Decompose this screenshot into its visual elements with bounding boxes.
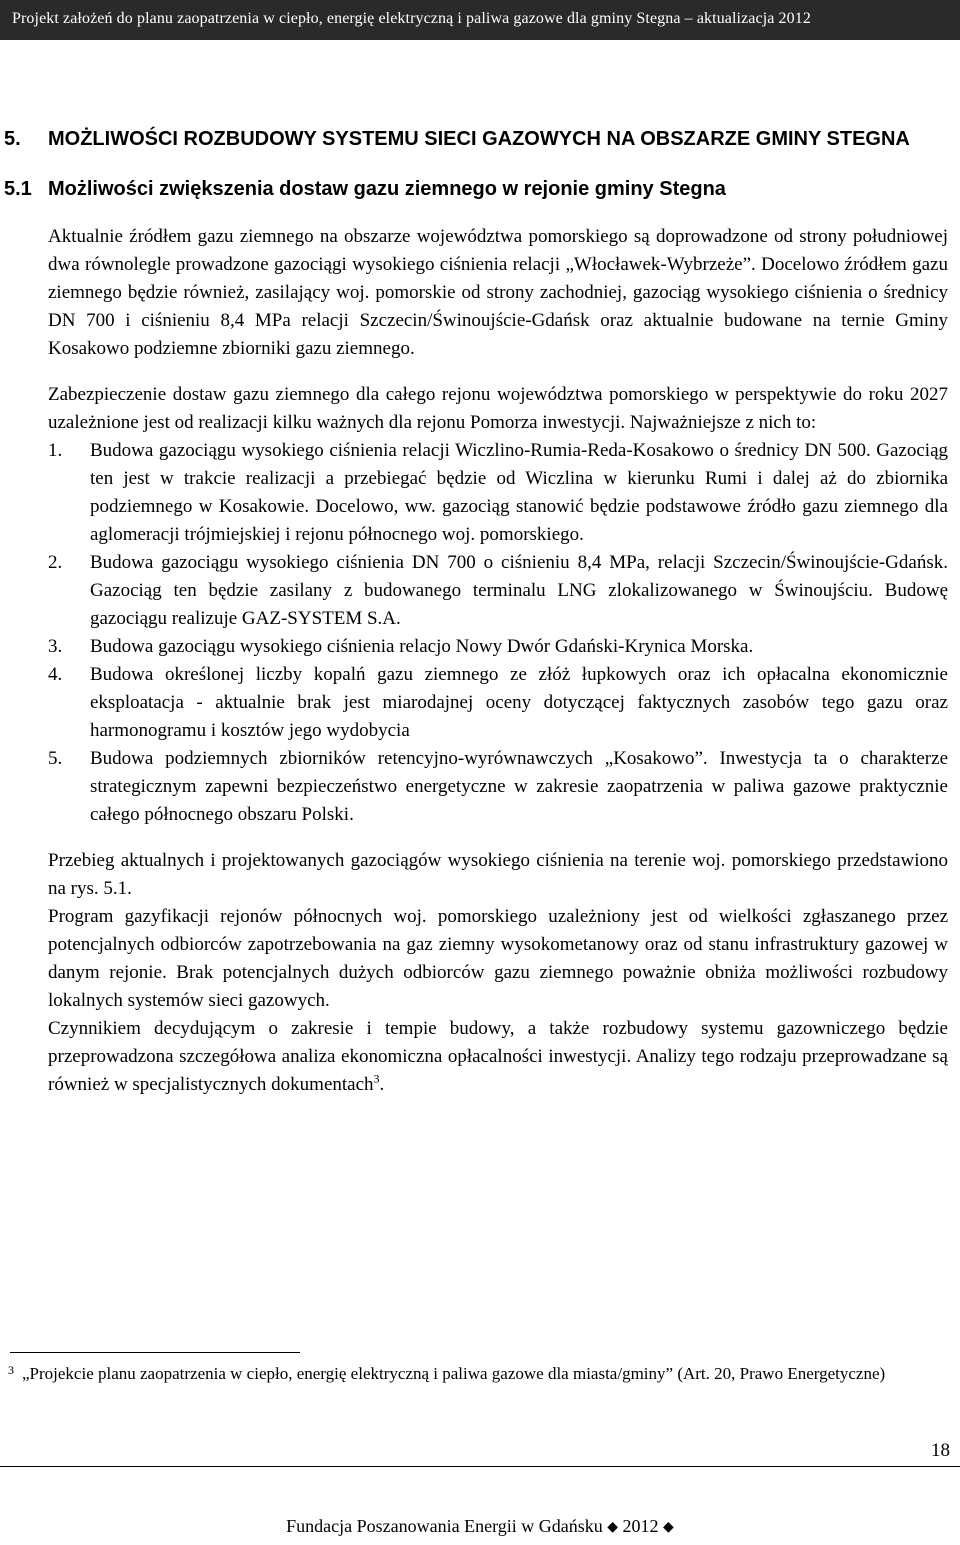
list-item-text: Budowa określonej liczby kopalń gazu ziemnego ze złóż łupkowych oraz ich opłacalna ekonomicznie eksploatacja - aktualnie brak jest miarodajnej oceny dotyczącej faktycznych zasobów tego gazu oraz harmonogramu i kosztów jego wydobycia xyxy=(90,664,948,741)
section-heading xyxy=(4,125,948,153)
running-header-text: Projekt założeń do planu zaopatrzenia w ciepło, energię elektryczną i paliwa gazowe dla gminy Stegna – aktualizacja 2012 xyxy=(12,10,811,27)
paragraph-factor-end: . xyxy=(379,1074,385,1095)
footnote-divider xyxy=(10,1352,300,1353)
paragraph-factor-text: Czynnikiem decydującym o zakresie i tempie budowy, a także rozbudowy systemu gazowniczego będzie przeprowadzona szczegółowa analiza ekonomiczna opłacalności inwestycji. Analizy tego rodzaju przeprowadzane są również w specjalistycznych dokumentach xyxy=(48,1018,948,1095)
list-item-number: 2. xyxy=(48,552,63,573)
footnote xyxy=(4,1362,924,1386)
footer-divider xyxy=(0,1466,960,1467)
section-title: MOŻLIWOŚCI ROZBUDOWY SYSTEMU SIECI GAZOWYCH NA OBSZARZE GMINY STEGNA xyxy=(48,128,910,150)
list-item xyxy=(48,437,948,549)
investment-list xyxy=(48,437,948,829)
footnote-reference[interactable]: 3 xyxy=(373,1071,380,1086)
list-item-number: 3. xyxy=(48,636,63,657)
running-header xyxy=(0,0,960,40)
diamond-icon: ◆ xyxy=(607,1520,619,1535)
subsection-number: 5.1 xyxy=(4,178,32,200)
list-item xyxy=(48,549,948,633)
page-content xyxy=(4,125,948,1099)
subsection-heading xyxy=(4,175,948,203)
diamond-icon: ◆ xyxy=(663,1520,674,1535)
footnote-number: 3 xyxy=(8,1363,14,1377)
list-item xyxy=(48,661,948,745)
list-item-text: Budowa podziemnych zbiorników retencyjno-wyrównawczych „Kosakowo”. Inwestycja ta o charakterze strategicznym zapewni bezpieczeństwo energetyczne w zakresie zaopatrzenia w paliwa gazowe praktycznie całego północnego obszaru Polski. xyxy=(90,748,948,825)
list-item-number: 5. xyxy=(48,748,63,769)
footnote-text: „Projekcie planu zaopatrzenia w ciepło, energię elektryczną i paliwa gazowe dla miasta/gminy” (Art. 20, Prawo Energetyczne) xyxy=(22,1364,886,1383)
list-item xyxy=(48,745,948,829)
paragraph-gas-sources: Aktualnie źródłem gazu ziemnego na obszarze województwa pomorskiego są doprowadzone od strony południowej dwa równolegle prowadzone gazociągi wysokiego ciśnienia relacji „Włocławek-Wybrzeże”. Docelowo źródłem gazu ziemnego będzie również, zasilający woj. pomorskie od strony zachodniej, gazociąg wysokiego ciśnienia o średnicy DN 700 i ciśnieniu 8,4 MPa relacji Szczecin/Świnoujście-Gdańsk oraz aktualnie budowane na ternie Gminy Kosakowo podziemne zbiorniki gazu ziemnego. xyxy=(48,226,948,359)
page-footer xyxy=(0,1516,960,1537)
footer-year: 2012 xyxy=(622,1516,659,1536)
subsection-title: Możliwości zwiększenia dostaw gazu ziemnego w rejonie gminy Stegna xyxy=(48,178,726,200)
list-item xyxy=(48,633,948,661)
list-item-text: Budowa gazociągu wysokiego ciśnienia DN 700 o ciśnieniu 8,4 MPa, relacji Szczecin/Świnoujście-Gdańsk. Gazociąg ten będzie zasilany z budowanego terminalu LNG zlokalizowanego w Świnoujściu. Budowę gazociągu realizuje GAZ-SYSTEM S.A. xyxy=(90,552,948,629)
paragraph-security: Zabezpieczenie dostaw gazu ziemnego dla całego rejonu województwa pomorskiego w perspektywie do roku 2027 uzależnione jest od realizacji kilku ważnych dla rejonu Pomorza inwestycji. Najważniejsze z nich to: xyxy=(48,384,948,433)
footer-text: Fundacja Poszanowania Energii w Gdańsku xyxy=(286,1516,603,1536)
paragraph-factor xyxy=(48,1015,948,1099)
page-number: 18 xyxy=(931,1440,950,1461)
list-item-number: 1. xyxy=(48,440,63,461)
paragraph-program: Program gazyfikacji rejonów północnych woj. pomorskiego uzależniony jest od wielkości zgłaszanego przez potencjalnych odbiorców zapotrzebowania na gaz ziemny wysokometanowy oraz od stanu infrastruktury gazowej w danym rejonie. Brak potencjalnych dużych odbiorców gazu ziemnego poważnie obniża możliwości rozbudowy lokalnych systemów sieci gazowych. xyxy=(48,906,948,1011)
paragraph-route: Przebieg aktualnych i projektowanych gazociągów wysokiego ciśnienia na terenie woj. pomorskiego przedstawiono na rys. 5.1. xyxy=(48,850,948,899)
list-item-number: 4. xyxy=(48,664,63,685)
list-item-text: Budowa gazociągu wysokiego ciśnienia relacjo Nowy Dwór Gdański-Krynica Morska. xyxy=(90,636,754,657)
list-item-text: Budowa gazociągu wysokiego ciśnienia relacji Wiczlino-Rumia-Reda-Kosakowo o średnicy DN 500. Gazociąg ten jest w trakcie realizacji a przebiegać będzie od Wiczlina w kierunku Rumi i dalej aż do zbiornika podziemnego w Kosakowie. Docelowo, ww. gazociąg stanowić będzie podstawowe źródło gazu ziemnego dla aglomeracji trójmiejskiej i rejonu północnego woj. pomorskiego. xyxy=(90,440,948,545)
section-number: 5. xyxy=(4,128,21,150)
